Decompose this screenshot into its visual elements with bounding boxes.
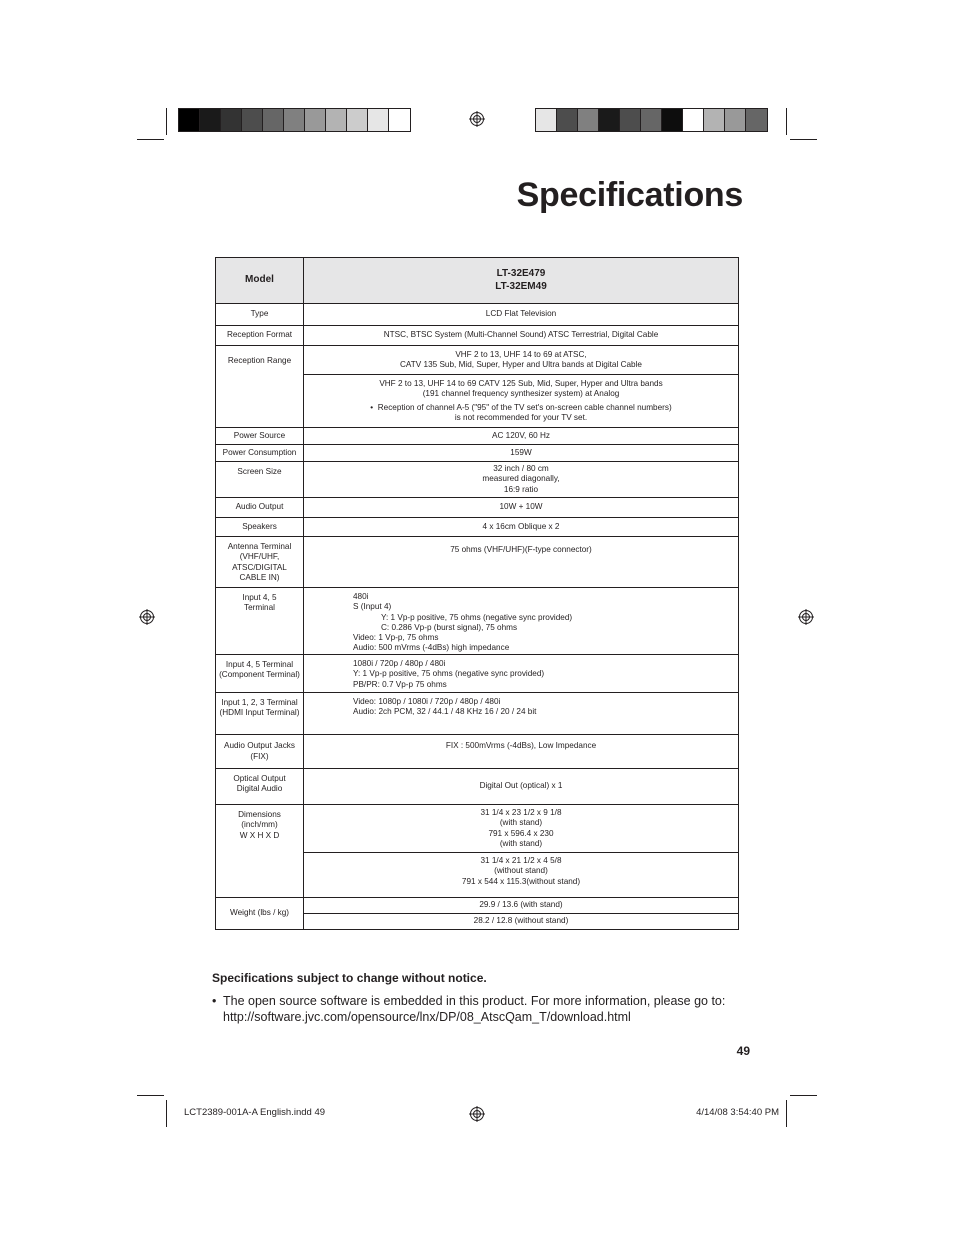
- table-row: [216, 655, 739, 693]
- table-row: [216, 445, 739, 462]
- crop-mark: [786, 1100, 787, 1127]
- color-swatch: [368, 109, 389, 131]
- slug-file-info: LCT2389-001A-A English.indd 49: [184, 1107, 326, 1118]
- table-row: [216, 898, 739, 914]
- open-source-text: The open source software is embedded in this product. For more information, please go to:: [223, 994, 726, 1008]
- color-bar-left: [178, 108, 411, 132]
- page-number: 49: [736, 1044, 750, 1058]
- component-line: 1080i / 720p / 480p / 480i: [353, 659, 446, 668]
- dimensions-line: 791 x 596.4 x 230: [488, 828, 554, 838]
- hdmi-value: [304, 693, 739, 735]
- specifications-table: [215, 257, 739, 930]
- hdmi-label-line: Input 1, 2, 3 Terminal: [221, 698, 298, 707]
- registration-mark-icon: [469, 111, 485, 127]
- dimensions-label-line: W X H X D: [239, 830, 280, 840]
- color-swatch: [284, 109, 305, 131]
- input45-label-line: Terminal: [244, 603, 275, 613]
- input45-label: [216, 588, 304, 655]
- color-swatch: [305, 109, 326, 131]
- table-row: [216, 537, 739, 588]
- crop-mark: [790, 1095, 817, 1096]
- input45-label-line: Input 4, 5: [242, 593, 277, 602]
- model-line: LT-32EM49: [495, 280, 547, 292]
- component-label: [216, 655, 304, 693]
- slug-timestamp: 4/14/08 3:54:40 PM: [696, 1107, 779, 1118]
- table-row: [216, 498, 739, 518]
- audio-output-label: Audio Output: [216, 498, 304, 518]
- antenna-label-line: (VHF/UHF,: [239, 552, 280, 562]
- screen-size-line: measured diagonally,: [482, 474, 560, 484]
- antenna-label-line: Antenna Terminal: [227, 542, 292, 551]
- crop-mark: [790, 139, 817, 140]
- color-swatch: [725, 109, 746, 131]
- table-row: [216, 326, 739, 346]
- range-line: CATV 135 Sub, Mid, Super, Hyper and Ultra bands at Digital Cable: [400, 360, 642, 369]
- input45-line: S (Input 4): [353, 602, 392, 612]
- color-swatch: [683, 109, 704, 131]
- model-label: Model: [216, 258, 304, 304]
- dimensions-without-stand: [304, 853, 739, 898]
- color-swatch: [263, 109, 284, 131]
- hdmi-line: Video: 1080p / 1080i / 720p / 480p / 480i: [353, 697, 501, 706]
- change-notice: Specifications subject to change without notice.: [212, 971, 487, 985]
- dimensions-line: 31 1/4 x 21 1/2 x 4 5/8: [480, 856, 562, 865]
- color-swatch: [200, 109, 221, 131]
- color-swatch: [599, 109, 620, 131]
- table-row: [216, 588, 739, 655]
- color-swatch: [242, 109, 263, 131]
- registration-mark-icon: [139, 609, 155, 625]
- screen-size-line: 32 inch / 80 cm: [493, 464, 549, 474]
- optical-label: [216, 769, 304, 805]
- page-title: Specifications: [516, 176, 743, 214]
- input45-line: Y: 1 Vp-p positive, 75 ohms (negative sync provided): [381, 612, 573, 622]
- reception-format-value: NTSC, BTSC System (Multi-Channel Sound) ATSC Terrestrial, Digital Cable: [304, 326, 739, 346]
- reception-range-digital: [304, 346, 739, 375]
- input45-line: Audio: 500 mVrms (-4dBs) high impedance: [353, 643, 510, 653]
- crop-mark: [166, 108, 167, 135]
- range-line: (191 channel frequency synthesizer system) at Analog: [422, 389, 620, 399]
- reception-range-label: Reception Range: [216, 346, 304, 428]
- audio-jacks-label-line: (FIX): [250, 751, 269, 761]
- color-swatch: [326, 109, 347, 131]
- screen-size-line: 16:9 ratio: [503, 484, 539, 494]
- range-note-line: is not recommended for your TV set.: [454, 412, 588, 422]
- optical-label-line: Optical Output: [233, 774, 286, 783]
- reception-range-analog: [304, 375, 739, 428]
- table-row: [216, 462, 739, 498]
- input45-line: 480i: [353, 592, 369, 601]
- color-bar-right: [535, 108, 768, 132]
- color-swatch: [389, 109, 410, 131]
- dimensions-line: 791 x 544 x 115.3(without stand): [461, 876, 581, 886]
- open-source-note: [212, 993, 772, 1025]
- color-swatch: [578, 109, 599, 131]
- screen-size-label: Screen Size: [216, 462, 304, 498]
- open-source-url[interactable]: http://software.jvc.com/opensource/lnx/DP/08_AtscQam_T/download.html: [223, 1010, 631, 1024]
- weight-with-stand: 29.9 / 13.6 (with stand): [304, 898, 739, 914]
- table-row: [216, 428, 739, 445]
- table-row: [216, 346, 739, 375]
- antenna-label-line: CABLE IN): [239, 572, 280, 582]
- color-swatch: [704, 109, 725, 131]
- dimensions-line: (with stand): [499, 838, 543, 848]
- color-swatch: [347, 109, 368, 131]
- optical-label-line: Digital Audio: [236, 784, 283, 794]
- screen-size-value: [304, 462, 739, 498]
- table-row: [216, 805, 739, 853]
- weight-without-stand: 28.2 / 12.8 (without stand): [304, 914, 739, 930]
- range-note: [307, 403, 735, 413]
- table-row: [216, 735, 739, 769]
- table-row: [216, 693, 739, 735]
- table-row: [216, 769, 739, 805]
- hdmi-line: Audio: 2ch PCM, 32 / 44.1 / 48 KHz 16 / 20 / 24 bit: [353, 707, 537, 717]
- audio-output-value: 10W + 10W: [304, 498, 739, 518]
- table-row: [216, 304, 739, 326]
- color-swatch: [179, 109, 200, 131]
- crop-mark: [137, 139, 164, 140]
- input45-line: Video: 1 Vp-p, 75 ohms: [353, 633, 439, 643]
- type-label: Type: [216, 304, 304, 326]
- type-value: LCD Flat Television: [304, 304, 739, 326]
- color-swatch: [620, 109, 641, 131]
- optical-value: Digital Out (optical) x 1: [304, 769, 739, 805]
- weight-label: Weight (lbs / kg): [216, 898, 304, 930]
- registration-mark-icon: [798, 609, 814, 625]
- crop-mark: [137, 1095, 164, 1096]
- color-swatch: [536, 109, 557, 131]
- range-line: VHF 2 to 13, UHF 14 to 69 at ATSC,: [455, 349, 587, 359]
- power-source-label: Power Source: [216, 428, 304, 445]
- audio-jacks-value: FIX : 500mVrms (-4dBs), Low Impedance: [304, 735, 739, 769]
- bullet: •: [370, 402, 374, 412]
- crop-mark: [166, 1100, 167, 1127]
- color-swatch: [662, 109, 683, 131]
- antenna-label-line: ATSC/DIGITAL: [232, 562, 287, 572]
- registration-mark-icon: [469, 1106, 485, 1122]
- color-swatch: [557, 109, 578, 131]
- range-line: VHF 2 to 13, UHF 14 to 69 CATV 125 Sub, Mid, Super, Hyper and Ultra bands: [379, 378, 663, 388]
- antenna-label: [216, 537, 304, 588]
- color-swatch: [746, 109, 767, 131]
- component-label-line: Input 4, 5 Terminal: [225, 660, 294, 669]
- antenna-value: 75 ohms (VHF/UHF)(F-type connector): [304, 537, 739, 588]
- audio-jacks-label: [216, 735, 304, 769]
- input45-value: [304, 588, 739, 655]
- hdmi-label: [216, 693, 304, 735]
- speakers-value: 4 x 16cm Oblique x 2: [304, 518, 739, 537]
- dimensions-line: (without stand): [494, 866, 548, 876]
- table-row: [216, 258, 739, 304]
- component-value: [304, 655, 739, 693]
- component-line: Y: 1 Vp-p positive, 75 ohms (negative sync provided): [353, 669, 545, 679]
- hdmi-label-line: (HDMI Input Terminal): [219, 708, 300, 718]
- reception-format-label: Reception Format: [216, 326, 304, 346]
- model-line: LT-32E479: [496, 268, 546, 279]
- color-swatch: [221, 109, 242, 131]
- color-swatch: [641, 109, 662, 131]
- range-note-line: Reception of channel A-5 ("95" of the TV set's on-screen cable channel numbers): [377, 402, 672, 412]
- model-value: [304, 258, 739, 304]
- dimensions-line: 31 1/4 x 23 1/2 x 9 1/8: [480, 807, 562, 817]
- bullet: •: [212, 994, 217, 1008]
- dimensions-with-stand: [304, 805, 739, 853]
- input45-line: C: 0.286 Vp-p (burst signal), 75 ohms: [381, 622, 518, 632]
- audio-jacks-label-line: Audio Output Jacks: [224, 741, 295, 751]
- dimensions-line: (with stand): [499, 818, 543, 828]
- dimensions-label-line: Dimensions (inch/mm): [238, 810, 281, 830]
- component-line: PB/PR: 0.7 Vp-p 75 ohms: [353, 679, 447, 689]
- speakers-label: Speakers: [216, 518, 304, 537]
- dimensions-label: [216, 805, 304, 898]
- power-consumption-value: 159W: [304, 445, 739, 462]
- component-label-line: (Component Terminal): [219, 670, 300, 680]
- power-consumption-label: Power Consumption: [216, 445, 304, 462]
- table-row: [216, 518, 739, 537]
- power-source-value: AC 120V, 60 Hz: [304, 428, 739, 445]
- crop-mark: [786, 108, 787, 135]
